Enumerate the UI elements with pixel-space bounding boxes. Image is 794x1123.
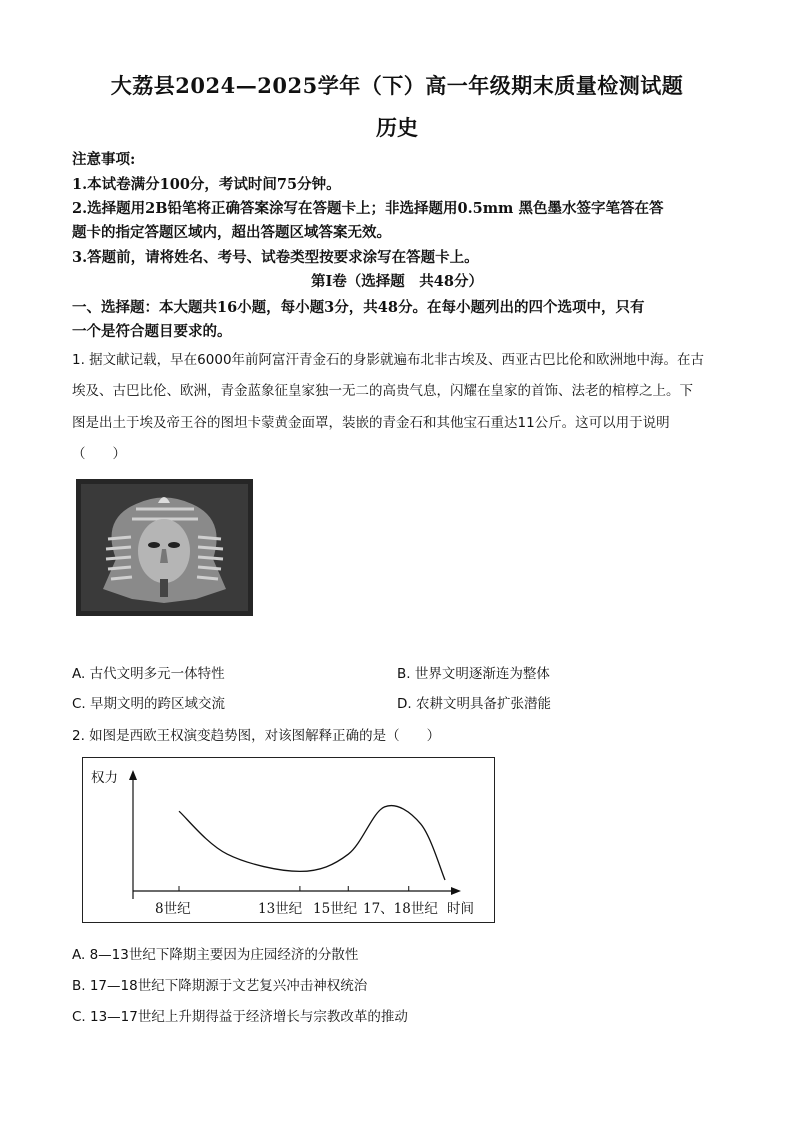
notice-item-3: 3.答题前，请将姓名、考号、试卷类型按要求涂写在答题卡上。 bbox=[72, 249, 479, 266]
q2-stem: 2. 如图是西欧王权演变趋势图，对该图解释正确的是（ ） bbox=[72, 728, 441, 744]
q2-option-c[interactable]: C. 13—17世纪上升期得益于经济增长与宗教改革的推动 bbox=[72, 1009, 408, 1025]
section-instruction-1: 一、选择题：本大题共16小题，每小题3分，共48分。在每小题列出的四个选项中，只有 bbox=[72, 299, 645, 316]
q2-option-b[interactable]: B. 17—18世纪下降期源于文艺复兴冲击神权统治 bbox=[72, 978, 368, 994]
y-axis-arrow bbox=[129, 770, 137, 780]
q1-option-c[interactable]: C. 早期文明的跨区域交流 bbox=[72, 696, 226, 712]
x-axis-arrow bbox=[451, 887, 461, 895]
q1-stem-line-2: 埃及、古巴比伦、欧洲，青金蓝象征皇家独一无二的高贵气息，闪耀在皇家的首饰、法老的棺椁之上。下 bbox=[72, 383, 693, 399]
x-tick-label-13: 13世纪 bbox=[258, 901, 303, 917]
notice-item-2-cont: 题卡的指定答题区域内，超出答题区域答案无效。 bbox=[72, 224, 391, 241]
x-tick-label-15: 15世纪 bbox=[313, 901, 358, 917]
q1-option-b[interactable]: B. 世界文明逐渐连为整体 bbox=[397, 666, 550, 682]
notice-item-1: 1.本试卷满分100分，考试时间75分钟。 bbox=[72, 176, 341, 193]
notice-item-2: 2.选择题用2B铅笔将正确答案涂写在答题卡上；非选择题用0.5mm 黑色墨水签字笔答在答 bbox=[72, 200, 664, 217]
exam-title: 大荔县2024—2025学年（下）高一年级期末质量检测试题 bbox=[110, 73, 684, 98]
q1-stem-line-1: 1. 据文献记载，早在6000年前阿富汗青金石的身影就遍布北非古埃及、西亚古巴比伦和欧洲地中海。在古 bbox=[72, 352, 705, 368]
subject-title: 历史 bbox=[376, 115, 418, 140]
section-header: 第Ⅰ卷（选择题 共48分） bbox=[311, 273, 483, 290]
tutankhamun-mask-image bbox=[76, 479, 253, 616]
x-tick-label-8: 8世纪 bbox=[155, 901, 191, 917]
power-trend-line bbox=[179, 806, 445, 880]
q2-option-a[interactable]: A. 8—13世纪下降期主要因为庄园经济的分散性 bbox=[72, 947, 359, 963]
x-tick-label-17-18: 17、18世纪 bbox=[363, 901, 438, 917]
section-instruction-2: 一个是符合题目要求的。 bbox=[72, 323, 232, 340]
q1-option-d[interactable]: D. 农耕文明具备扩张潜能 bbox=[397, 696, 551, 712]
y-axis-label: 权力 bbox=[91, 770, 118, 786]
x-axis-label: 时间 bbox=[447, 901, 474, 917]
kingship-trend-chart bbox=[82, 757, 495, 923]
q1-stem-line-4: （ ） bbox=[72, 446, 126, 462]
q1-stem-line-3: 图是出土于埃及帝王谷的图坦卡蒙黄金面罩，装嵌的青金石和其他宝石重达11公斤。这可以用于说明 bbox=[72, 415, 670, 431]
notice-heading: 注意事项: bbox=[72, 151, 136, 168]
q1-option-a[interactable]: A. 古代文明多元一体特性 bbox=[72, 666, 225, 682]
